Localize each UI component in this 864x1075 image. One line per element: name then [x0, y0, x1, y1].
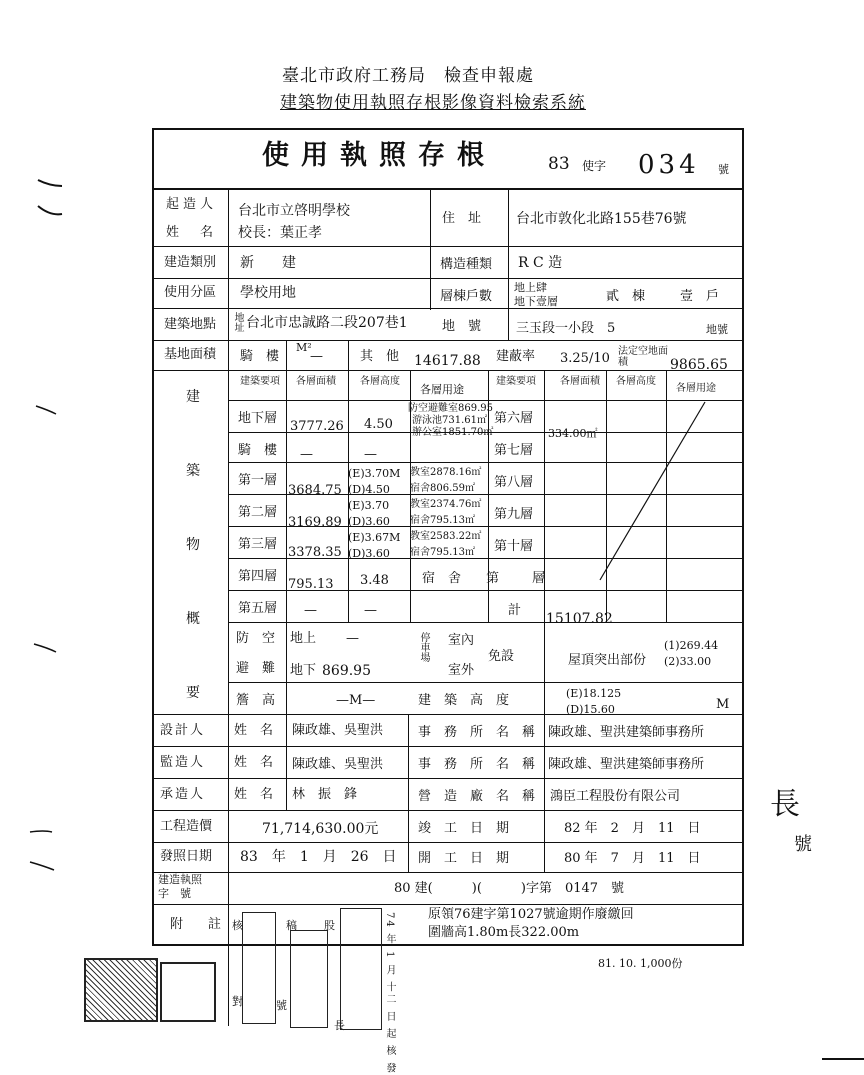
start-value: 80 年 7 月 11 日: [564, 851, 701, 866]
col-line: [606, 370, 607, 622]
shelter-below: 地下: [290, 663, 317, 678]
col-line: [544, 370, 545, 714]
note-line-2: 圍牆高1.80m長322.00m: [428, 925, 580, 940]
build-height-unit: M: [716, 697, 730, 712]
floor-height-2: (D)3.60: [348, 547, 390, 560]
shelter-below-value: 869.95: [322, 663, 371, 679]
lot-label: 地 號: [442, 319, 482, 334]
roof-2: (2)33.00: [664, 655, 712, 668]
contractor-office-label: 營 造 廠 名 稱: [418, 789, 536, 804]
col-line: [544, 714, 545, 810]
note-line-1: 原領76建字第1027號逾期作廢繳回: [428, 907, 634, 922]
build-height-2: (D)15.60: [566, 703, 615, 716]
shelter-label-a: 防 空: [236, 631, 276, 646]
designer-label: 設計人: [160, 723, 206, 738]
contractor-label: 承造人: [160, 787, 206, 802]
permit-label-b: 字 號: [158, 887, 191, 900]
parking-indoor: 室內: [448, 633, 475, 648]
designer-name-label: 姓 名: [234, 723, 274, 738]
row-line: [152, 746, 744, 747]
form-title: 使用執照存根: [262, 140, 496, 171]
form-number: 034: [638, 150, 700, 180]
seal-stamp: [340, 908, 382, 1030]
floor-use: 宿 舍: [422, 571, 462, 586]
floor-name: 第二層: [238, 505, 278, 520]
floor-height: —: [364, 447, 377, 462]
row-line: [152, 370, 744, 371]
contractor-name: 林 振 鋒: [292, 787, 358, 802]
floor-name: 騎 樓: [238, 443, 278, 458]
right-mark: 號: [794, 834, 812, 855]
row-line: [152, 810, 744, 811]
floor-area: —: [304, 603, 317, 618]
row-line: [152, 308, 744, 309]
shelter-above-value: —: [346, 631, 359, 646]
col-use-2: 各層用途: [676, 383, 716, 394]
col-line: [408, 714, 409, 810]
floor-height: (E)3.70: [348, 499, 390, 512]
permit-label-a: 建造執照: [158, 873, 202, 886]
floors-hu: 壹 戶: [680, 289, 720, 304]
form-hao: 號: [718, 163, 729, 176]
supervisor-office: 陳政雄、聖洪建築師事務所: [548, 757, 705, 772]
floor-name: 第五層: [238, 601, 278, 616]
floor-name: 第三層: [238, 537, 278, 552]
floor-use: 教室2878.16㎡: [410, 467, 482, 478]
note-label: 附 註: [170, 917, 228, 932]
zoning-value: 學校用地: [240, 285, 296, 301]
col-item-2: 建築要項: [496, 376, 536, 387]
floor-right-name: 第九層: [494, 507, 534, 522]
far-value: 9865.65: [670, 357, 728, 373]
form-year: 83: [548, 154, 570, 174]
signoff-c: 股: [324, 919, 335, 932]
applicant-principal: 校長：葉正孝: [238, 225, 322, 241]
side-label-1: 築: [186, 463, 200, 479]
cost-label: 工程造價: [160, 819, 213, 834]
floor-use: 宿舍795.13㎡: [410, 515, 475, 526]
build-type-label: 建造類別: [164, 255, 217, 270]
floors-above: 地上肆: [514, 281, 547, 294]
signoff-f: 號: [276, 999, 287, 1012]
header-line-2: 建築物使用執照存根影像資料檢索系統: [280, 93, 586, 113]
eaves-value: —M—: [336, 693, 376, 708]
floor-right-name: 計: [508, 603, 522, 618]
signoff-a: 核: [232, 919, 243, 932]
lot-value: 三玉段一小段 5: [516, 321, 616, 336]
col-line: [348, 340, 349, 622]
build-height-label: 建 築 高 度: [418, 693, 510, 708]
structure-label: 構造種類: [440, 257, 493, 272]
scan-marks: [0, 0, 120, 1065]
floors-below: 地下壹層: [514, 295, 558, 308]
structure-value: R C 造: [518, 255, 563, 271]
signoff-d: 長: [334, 1019, 345, 1032]
col-line: [666, 370, 667, 622]
signoff-e: 對: [232, 995, 243, 1008]
start-label: 開 工 日 期: [418, 851, 510, 866]
parking-label: 停車場: [418, 632, 429, 662]
floors-label: 層棟戶數: [440, 289, 493, 304]
floor-use: 宿舍795.13㎡: [410, 547, 475, 558]
issue-value: 83 年 1 月 26 日: [240, 849, 397, 865]
side-label-3: 概: [186, 611, 200, 627]
floor-area: 795.13: [288, 577, 334, 592]
date-stamp: 74 年 1 月 十二 日 起 核 發: [384, 912, 395, 1075]
site-label: 建築地點: [164, 317, 217, 332]
designer-office-label: 事 務 所 名 稱: [418, 725, 536, 740]
floor-area-right: 334.00㎡: [548, 427, 598, 440]
parking-facility: 免設: [488, 649, 515, 664]
applicant-label-a: 起造人: [166, 197, 218, 212]
row-line: [152, 246, 744, 247]
floor-right-name: 第八層: [494, 475, 534, 490]
applicant-label-b: 姓 名: [166, 225, 218, 240]
seal-stamp: [242, 912, 276, 1024]
shelter-above: 地上: [290, 631, 317, 646]
row-line: [152, 340, 744, 341]
side-label-4: 要: [186, 685, 200, 701]
designer-office: 陳政雄、聖洪建築師事務所: [548, 725, 705, 740]
title-divider: [152, 188, 744, 190]
seal-stamp: [290, 930, 328, 1028]
floor-use: 游泳池731.61㎡: [412, 415, 487, 426]
total-area: 15107.82: [546, 611, 613, 627]
row-line: [228, 622, 744, 623]
contractor-name-label: 姓 名: [234, 787, 274, 802]
row-line: [152, 872, 744, 873]
issue-label: 發照日期: [160, 849, 213, 864]
floor-height: 4.50: [364, 417, 393, 432]
floor-height: —: [364, 603, 377, 618]
floor-area: 3169.89: [288, 515, 342, 530]
build-height-1: (E)18.125: [566, 687, 622, 700]
floor-area: 3378.35: [288, 545, 342, 560]
supervisor-name: 陳政雄、吳聖洪: [292, 757, 384, 772]
form-char: 使字: [582, 159, 607, 173]
contractor-office: 鴻臣工程股份有限公司: [550, 789, 681, 804]
applicant-name: 台北市立啓明學校: [238, 203, 350, 219]
floor-height: (E)3.67M: [348, 531, 401, 544]
floor-use: 防空避難室869.95: [408, 403, 493, 414]
floor-right-name: 第六層: [494, 411, 534, 426]
shelter-label-b: 避 難: [236, 661, 276, 676]
supervisor-office-label: 事 務 所 名 稱: [418, 757, 536, 772]
row-line: [152, 904, 744, 905]
floor-area: 3777.26: [290, 419, 344, 434]
address-value: 台北市敦化北路155巷76號: [516, 211, 687, 227]
col-use: 各層用途: [420, 383, 464, 396]
floor-use: 辦公室1851.70㎡: [412, 427, 494, 438]
floor-use: 教室2583.22㎡: [410, 531, 482, 542]
scan-edge: [822, 1058, 864, 1060]
floor-right-name: 第十層: [494, 539, 534, 554]
floor-name: 地下層: [238, 411, 278, 426]
floor-height-2: (D)4.50: [348, 483, 390, 496]
other-value: 14617.88: [414, 353, 481, 369]
col-height-2: 各層高度: [616, 376, 656, 387]
floor-use: 宿舍806.59㎡: [410, 483, 475, 494]
supervisor-name-label: 姓 名: [234, 755, 274, 770]
floor-use: 教室2374.76㎡: [410, 499, 482, 510]
arcade-value: —: [310, 349, 323, 364]
area-unit: M²: [296, 341, 312, 354]
ratio-value: 3.25/10: [560, 351, 610, 366]
other-label: 其 他: [360, 349, 400, 364]
permit-value: 80 建( )( )字第 0147 號: [394, 881, 625, 896]
far-label: 法定空地面積: [618, 346, 668, 368]
row-line: [152, 778, 744, 779]
area-label: 基地面積: [164, 347, 217, 362]
seal-stamp: [160, 962, 216, 1022]
floor-height: (E)3.70M: [348, 467, 401, 480]
floors-dong: 貳 棟: [606, 289, 646, 304]
arcade-label: 騎 樓: [240, 349, 280, 364]
col-height: 各層高度: [360, 376, 400, 387]
col-line: [228, 190, 229, 946]
row-line: [152, 714, 744, 715]
roof-label: 屋頂突出部份: [568, 653, 647, 668]
col-line: [286, 340, 287, 714]
header-line-1: 臺北市政府工務局 檢查申報處: [282, 66, 534, 86]
print-footer: 81. 10. 1,000份: [598, 957, 683, 970]
eaves-label: 簷 高: [236, 693, 276, 708]
cost-value: 71,714,630.00元: [262, 821, 379, 837]
ratio-label: 建蔽率: [496, 349, 536, 364]
supervisor-label: 監造人: [160, 755, 206, 770]
row-line: [152, 278, 744, 279]
completion-value: 82 年 2 月 11 日: [564, 821, 701, 836]
col-line: [408, 810, 409, 872]
signoff-b: 稿: [286, 919, 297, 932]
right-mark: 長: [770, 787, 800, 822]
floor-right-name: 第七層: [494, 443, 534, 458]
floor-name: 第四層: [238, 569, 278, 584]
floor-height-2: (D)3.60: [348, 515, 390, 528]
col-area: 各層面積: [296, 376, 336, 387]
designer-name: 陳政雄、吳聖洪: [292, 723, 384, 738]
side-label-2: 物: [186, 537, 200, 553]
col-item: 建築要項: [240, 376, 280, 387]
lot-suffix: 地號: [706, 323, 728, 336]
col-line: [544, 810, 545, 872]
floor-right-name: 第 層: [486, 571, 556, 586]
row-line: [228, 682, 744, 683]
parking-outdoor: 室外: [448, 663, 475, 678]
row-line: [152, 842, 744, 843]
site-address: 台北市忠誠路二段207巷1: [246, 315, 408, 331]
site-addr-tag: 地址: [232, 312, 243, 332]
col-line: [430, 190, 431, 310]
side-label-0: 建: [186, 389, 200, 405]
roof-1: (1)269.44: [664, 639, 719, 652]
zoning-label: 使用分區: [164, 285, 217, 300]
floor-name: 第一層: [238, 473, 278, 488]
floor-height: 3.48: [360, 573, 389, 588]
col-line: [508, 190, 509, 340]
address-label: 住 址: [442, 211, 482, 226]
col-line: [286, 714, 287, 810]
build-type-value: 新 建: [240, 255, 296, 271]
floor-area: —: [300, 447, 313, 462]
floor-area: 3684.75: [288, 483, 342, 498]
col-area-2: 各層面積: [560, 376, 600, 387]
completion-label: 竣 工 日 期: [418, 821, 510, 836]
